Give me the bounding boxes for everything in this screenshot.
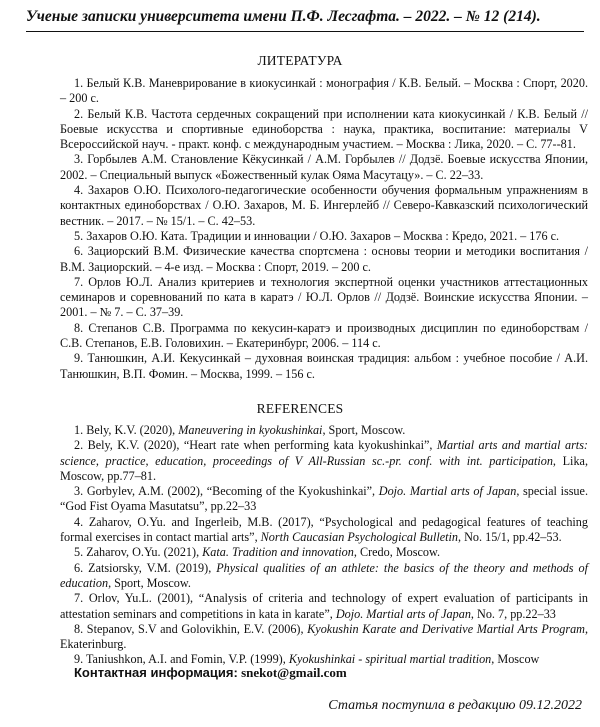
reference-item <box>60 591 588 622</box>
item-text-end: , Sport, Moscow. <box>322 423 406 437</box>
item-text: Танюшкин, А.И. Кекусинкай – духовная воинская традиция: альбом : учебное пособие / А.И. Танюшкин, В.П. Фомин. – Москва, 1999. – 156 с. <box>60 351 588 381</box>
references-list <box>60 423 588 668</box>
contact-label: Контактная информация: <box>74 665 238 680</box>
item-text: Zatsiorsky, V.M. (2019), <box>88 560 217 575</box>
reference-item <box>60 438 588 484</box>
journal-header: Ученые записки университета имени П.Ф. Лесгафта. – 2022. – № 12 (214). <box>26 8 541 25</box>
literature-title: ЛИТЕРАТУРА <box>257 53 343 68</box>
literature-item <box>60 275 588 321</box>
item-text: Белый К.В. Частота сердечных сокращений при исполнении ката киокусинкай / К.В. Белый // Боевые искусства и спортивные единоборства : наука, практика, воспитание: материалы V Всероссийской науч. - практ. конф. с международным участием. – Москва : Лика, 2020. – С. 77--81. <box>60 106 589 152</box>
item-source-italic: Maneuvering in kyokushinkai <box>178 423 323 437</box>
item-source-italic: Dojo. Martial arts of Japan <box>335 606 471 621</box>
item-text-end: , Sport, Moscow. <box>108 575 191 590</box>
item-number: 8. <box>74 621 84 636</box>
item-number: 3. <box>74 152 84 167</box>
item-text: Zaharov, O.Yu. (2021), <box>86 545 203 560</box>
item-number: 8. <box>74 320 84 335</box>
item-number: 9. <box>74 652 84 667</box>
item-number: 6. <box>74 560 84 575</box>
item-number: 7. <box>74 274 84 289</box>
reference-item <box>60 622 588 653</box>
item-text: Stepanov, S.V and Golovikhin, E.V. (2006), <box>86 621 308 636</box>
item-number: 2. <box>74 106 84 121</box>
item-text-end: , Moscow <box>491 652 540 667</box>
literature-item <box>60 152 588 183</box>
contact-email[interactable]: snekot@gmail.com <box>241 665 347 680</box>
item-text-end: , Credo, Moscow. <box>353 545 441 560</box>
item-number: 4. <box>74 183 84 198</box>
item-text: Орлов Ю.Л. Анализ критериев и технология экспертной оценки участников аттестационных семинаров и соревнований по ката в каратэ / Ю.Л. Орлов // Додзё. Воинские искусства Японии. – 2001. – № 7. – С. 37–39. <box>60 274 589 320</box>
literature-item <box>60 107 588 153</box>
item-number: 3. <box>74 484 84 499</box>
item-source-italic: Kata. Tradition and innovation <box>202 545 354 560</box>
item-source-italic: Kyokushinkai - spiritual martial tradition <box>288 652 492 667</box>
item-text: Захаров О.Ю. Ката. Традиции и инновации / О.Ю. Захаров – Москва : Кредо, 2021. – 176 с. <box>86 228 560 243</box>
item-text-end: , No. 7, pp.22–33 <box>470 606 556 621</box>
item-source-italic: Dojo. Martial arts of Japan <box>378 484 517 499</box>
item-number: 1. <box>74 76 84 90</box>
literature-item <box>60 321 588 352</box>
item-number: 4. <box>74 514 84 529</box>
item-text: Bely, K.V. (2020), “Heart rate when performing kata kyokushinkai”, <box>87 438 437 453</box>
item-text: Горбылев А.М. Становление Кёкусинкай / А.М. Горбылев // Додзё. Боевые искусства Японии, 2002. – Специальный выпуск «Божественный кулак Ояма Масутацу». – С. 22–33. <box>60 152 589 182</box>
item-number: 2. <box>74 438 84 453</box>
contact-info <box>74 665 347 681</box>
item-text: Taniushkon, A.I. and Fomin, V.P. (1999), <box>85 652 289 667</box>
references-title: REFERENCES <box>256 401 344 416</box>
item-source-italic: Physical qualities of an athlete: the basics of the theory and methods of education <box>60 560 588 590</box>
literature-item <box>60 183 588 229</box>
reference-item <box>60 545 588 560</box>
literature-item <box>60 76 588 107</box>
item-text: Bely, K.V. (2020), <box>86 423 179 437</box>
item-number: 1. <box>74 423 84 437</box>
item-text-end: , Lika, Moscow, pp.77–81. <box>60 453 588 483</box>
item-text: Зациорский В.М. Физические качества спортсмена : основы теории и методики воспитания / В.М. Зациорский. – 4-е изд. – Москва : Спорт, 2019. – 200 с. <box>60 244 588 274</box>
item-text-end: , Ekaterinburg. <box>60 621 589 652</box>
reference-item <box>60 561 588 592</box>
literature-item <box>60 229 588 244</box>
item-number: 5. <box>74 228 84 243</box>
item-text: Zaharov, O.Yu. and Ingerleib, M.B. (2017), “Psychological and pedagogical features of teaching formal exercises in contact martial arts”, <box>60 514 588 545</box>
item-number: 9. <box>74 351 84 366</box>
item-text-end: , special issue. “God Fist Oyama Masutatsu”, pp.22–33 <box>60 484 588 514</box>
item-text: Gorbylev, A.M. (2002), “Becoming of the Kyokushinkai”, <box>86 484 379 499</box>
reference-item <box>60 484 588 515</box>
item-text: Белый К.В. Маневрирование в киокусинкай : монография / К.В. Белый. – Москва : Спорт, 2020. – 200 с. <box>60 76 589 106</box>
literature-list <box>60 76 588 382</box>
literature-item <box>60 351 588 382</box>
received-date: Статья поступила в редакцию 09.12.2022 <box>328 698 582 713</box>
item-text: Степанов С.В. Программа по кекусин-каратэ и производных дисциплин по единоборствам / С.В. Степанов, Е.В. Головихин. – Екатеринбург, 2006. – 114 с. <box>60 320 588 351</box>
item-text: Orlov, Yu.L. (2001), “Analysis of criteria and technology of expert evaluation of participants in attestation seminars and competitions in kata in karate”, <box>60 591 589 621</box>
item-text-end: , No. 15/1, pp.42–53. <box>458 530 562 545</box>
item-text: Захаров О.Ю. Психолого-педагогические особенности обучения формальным упражнениям в контактных единоборствах / О.Ю. Захаров, М. Б. Ингерлейб // Северо-Кавказский психологический вестник. – 2017. – № 15/1. – С. 42–53. <box>60 183 589 228</box>
item-source-italic: North Caucasian Psychological Bulletin <box>260 530 459 545</box>
item-number: 5. <box>74 545 84 560</box>
item-source-italic: Kyokushin Karate and Derivative Martial Arts Program <box>307 621 585 636</box>
header-rule <box>26 31 584 32</box>
item-number: 7. <box>74 591 84 606</box>
literature-item <box>60 244 588 275</box>
item-number: 6. <box>74 244 84 259</box>
item-source-italic: Martial arts and martial arts: science, practice, education, proceedings of V All-Russian sc.-pr. conf. with int. participation <box>60 438 588 468</box>
reference-item <box>60 515 588 546</box>
reference-item <box>60 423 588 438</box>
